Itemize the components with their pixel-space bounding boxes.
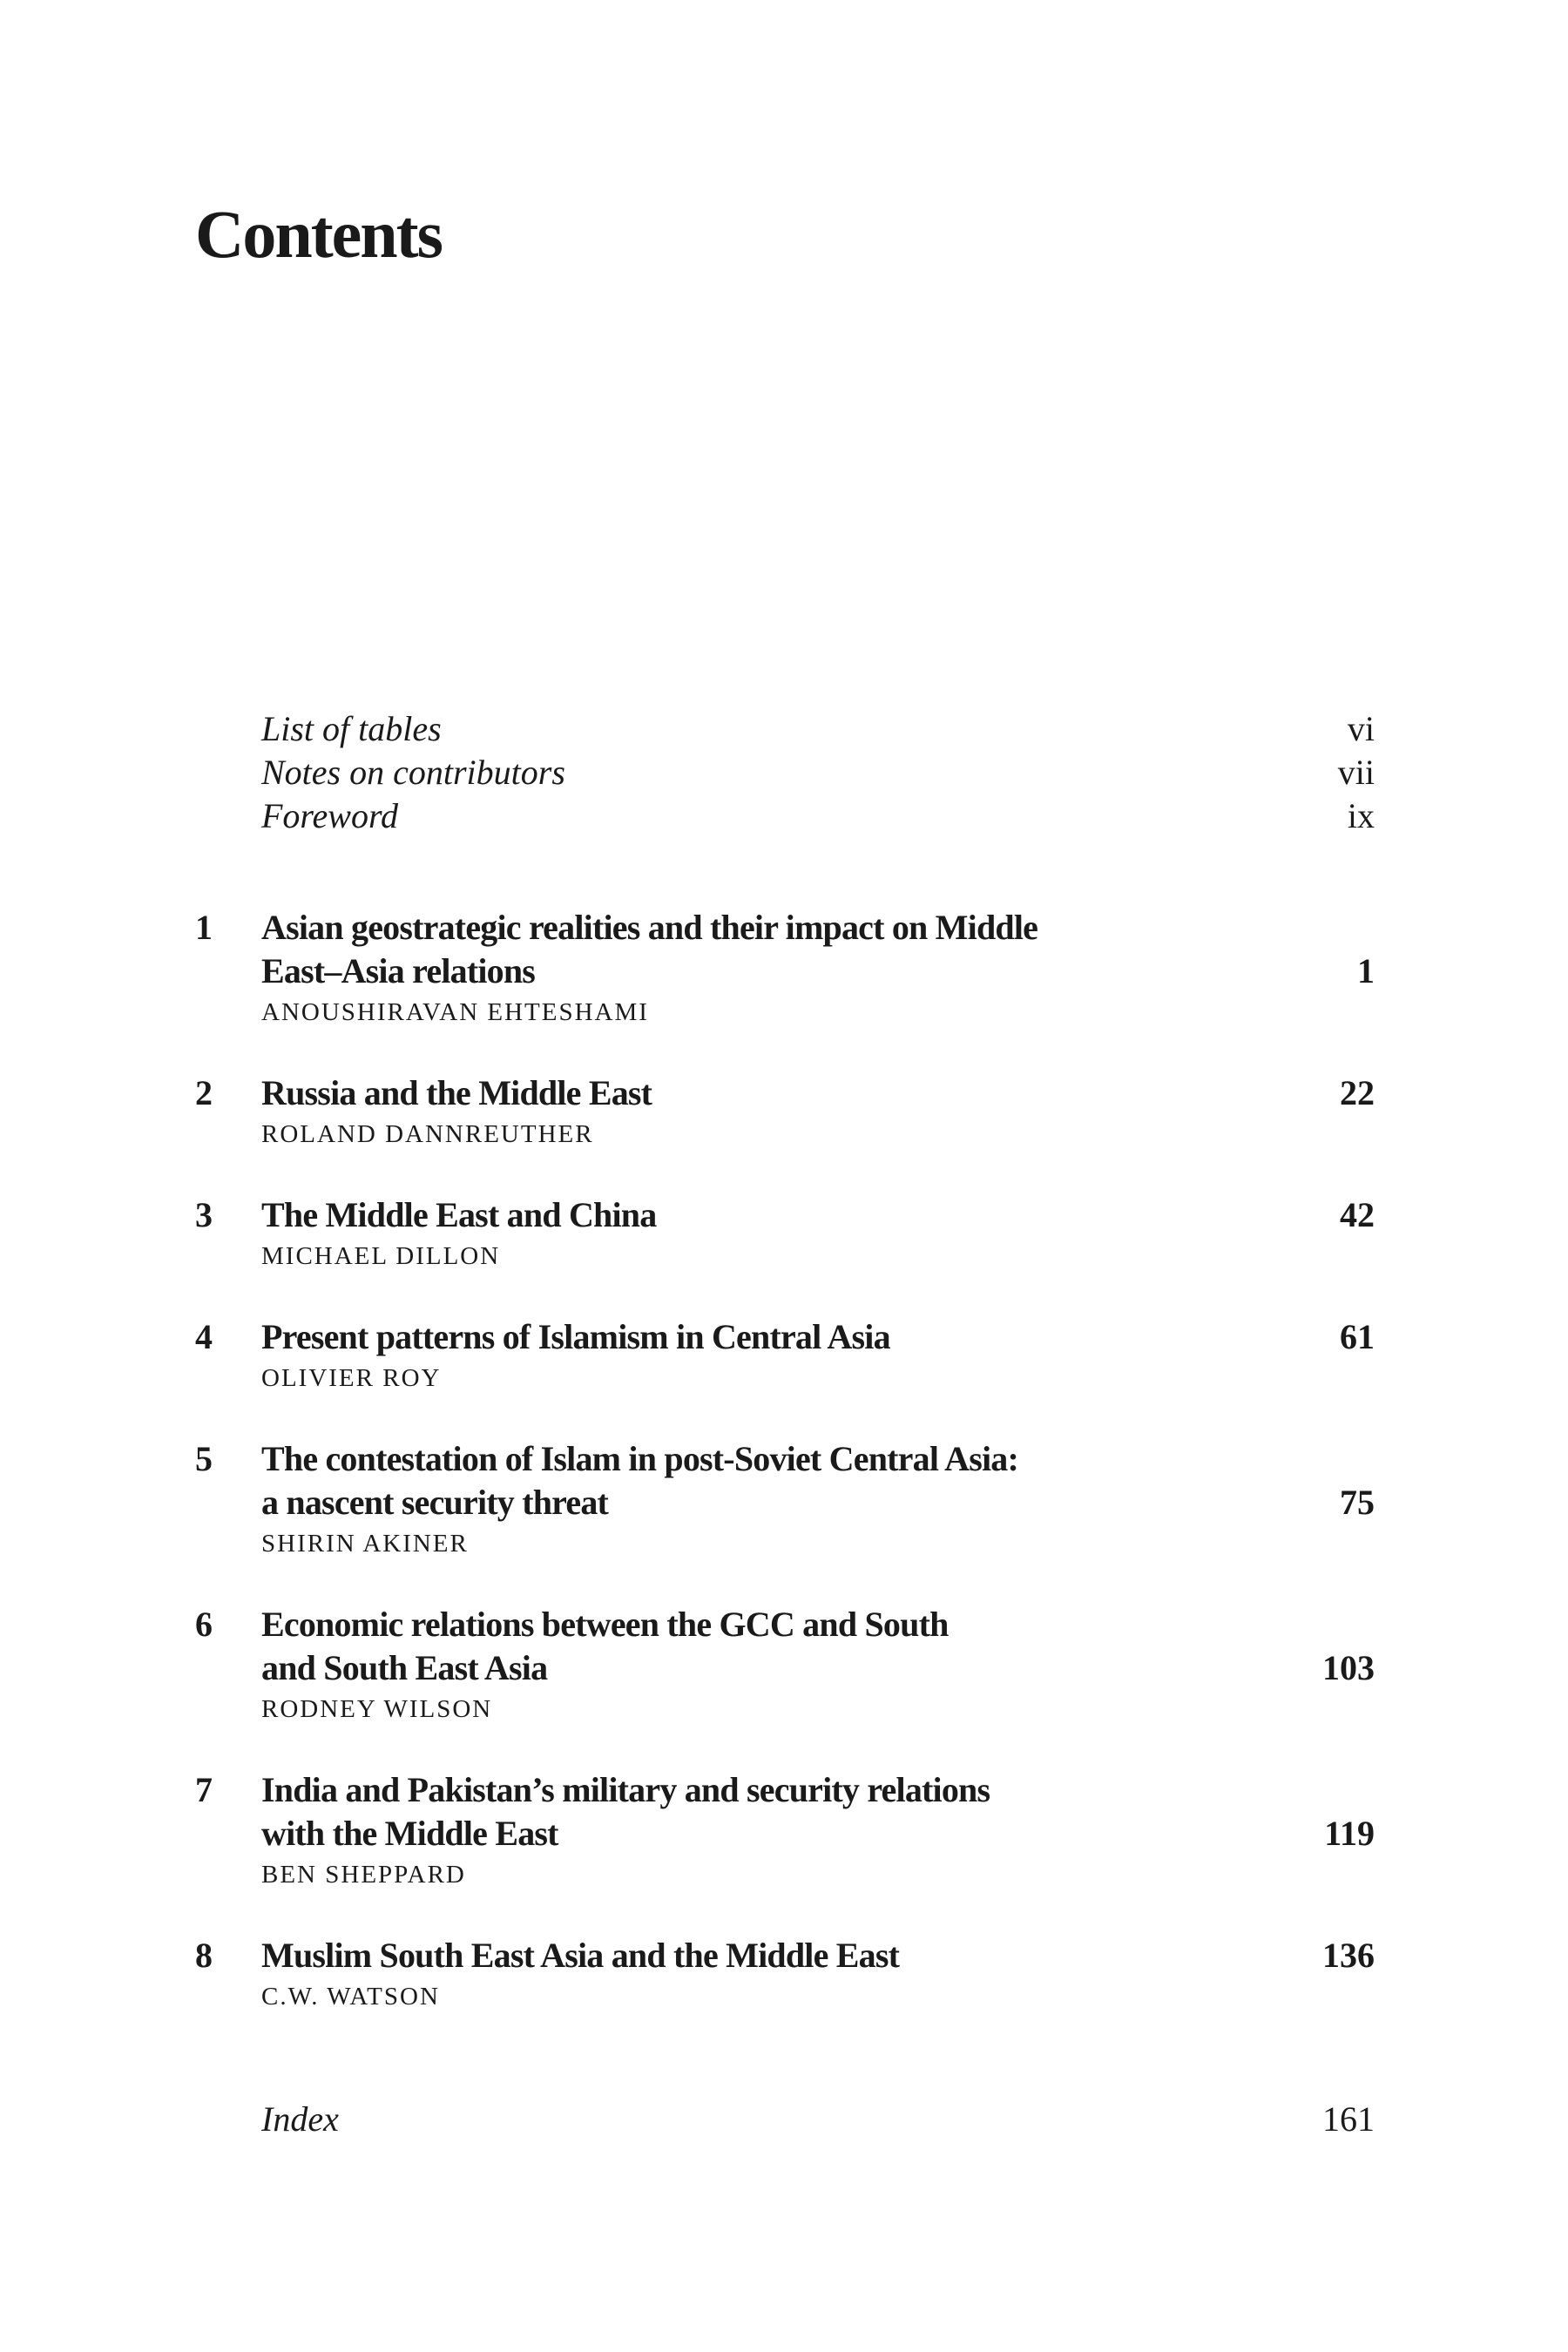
chapter-number: 3: [195, 1195, 213, 1234]
chapter-title-line: Economic relations between the GCC and South: [261, 1605, 949, 1644]
index-page: 161: [1322, 2099, 1375, 2139]
chapter-number: 2: [195, 1073, 213, 1112]
page-title: Contents: [195, 196, 443, 272]
front-matter-item: [261, 751, 1375, 794]
chapter-number: 1: [195, 908, 213, 947]
chapter-title-line: The contestation of Islam in post-Soviet Central Asia:: [261, 1439, 1019, 1478]
chapter-title-line: a nascent security threat: [261, 1483, 609, 1522]
chapter-entry: [195, 1603, 1375, 1728]
chapter-title-line: East–Asia relations: [261, 951, 536, 990]
chapter-number: 6: [195, 1605, 213, 1644]
front-matter-item: [261, 707, 1375, 751]
chapter-title: [261, 1193, 1375, 1237]
front-matter-list: [261, 707, 1375, 838]
chapter-entry: [195, 1193, 1375, 1275]
chapter-title-line: Asian geostrategic realities and their impact on Middle: [261, 908, 1038, 947]
chapter-page: 42: [1340, 1195, 1375, 1234]
front-matter-page: vii: [1337, 753, 1375, 792]
chapter-page: 136: [1322, 1936, 1375, 1975]
chapter-title: [261, 1934, 1375, 1977]
chapter-page: 61: [1340, 1317, 1375, 1356]
chapter-author: RODNEY WILSON: [261, 1695, 493, 1723]
chapter-author: ROLAND DANNREUTHER: [261, 1120, 594, 1148]
chapter-entry: [195, 1934, 1375, 2016]
chapter-title: [261, 1315, 1375, 1359]
chapter-author: ANOUSHIRAVAN EHTESHAMI: [261, 998, 649, 1026]
chapter-number: 4: [195, 1317, 213, 1356]
chapter-title: [261, 1437, 1375, 1524]
chapter-author: C.W. WATSON: [261, 1983, 440, 2011]
chapter-number: 5: [195, 1439, 213, 1478]
chapter-title-line: Muslim South East Asia and the Middle East: [261, 1936, 900, 1975]
chapter-author: OLIVIER ROY: [261, 1364, 442, 1392]
chapter-title: [261, 1768, 1375, 1855]
chapter-author: MICHAEL DILLON: [261, 1242, 501, 1270]
front-matter-page: vi: [1347, 709, 1375, 748]
chapter-page: 119: [1324, 1814, 1375, 1853]
chapter-page: 22: [1340, 1073, 1375, 1112]
chapter-number: 8: [195, 1936, 213, 1975]
chapter-title-line: The Middle East and China: [261, 1195, 657, 1234]
chapter-entry: [195, 1437, 1375, 1563]
chapter-title: [261, 1071, 1375, 1115]
chapter-title-line: Russia and the Middle East: [261, 1073, 652, 1112]
chapter-entry: [195, 1768, 1375, 1894]
chapter-number: 7: [195, 1770, 213, 1809]
chapter-title-line: Present patterns of Islamism in Central Asia: [261, 1317, 890, 1356]
chapter-list: [195, 906, 1375, 2016]
front-matter-label: List of tables: [261, 709, 442, 748]
chapter-page: 75: [1340, 1483, 1375, 1522]
chapter-page: 1: [1357, 951, 1375, 990]
chapter-entry: [195, 1315, 1375, 1397]
chapter-title: [261, 1603, 1375, 1690]
chapter-page: 103: [1322, 1648, 1375, 1687]
chapter-title-line: and South East Asia: [261, 1648, 548, 1687]
index-label: Index: [261, 2099, 339, 2139]
chapter-author: SHIRIN AKINER: [261, 1530, 469, 1558]
front-matter-item: [261, 794, 1375, 838]
chapter-title-line: India and Pakistan’s military and security relations: [261, 1770, 990, 1809]
chapter-title: [261, 906, 1375, 993]
chapter-entry: [195, 906, 1375, 1031]
front-matter-label: Foreword: [261, 796, 399, 835]
front-matter-label: Notes on contributors: [261, 753, 565, 792]
index-entry: [261, 2098, 1375, 2141]
chapter-author: BEN SHEPPARD: [261, 1861, 466, 1889]
chapter-entry: [195, 1071, 1375, 1153]
front-matter-page: ix: [1347, 796, 1375, 835]
chapter-title-line: with the Middle East: [261, 1814, 558, 1853]
